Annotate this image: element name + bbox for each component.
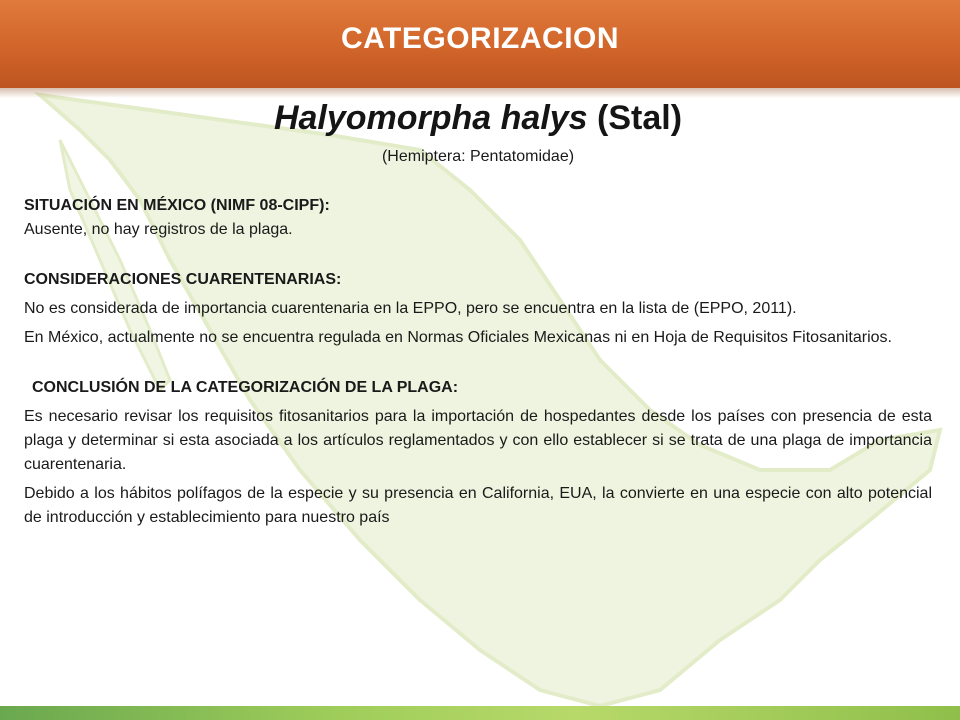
quarantine-paragraph-2: En México, actualmente no se encuentra regulada en Normas Oficiales Mexicanas ni en Hoja de Requisitos Fitosanitarios.	[24, 329, 892, 346]
species-title	[24, 96, 932, 140]
situation-text: Ausente, no hay registros de la plaga.	[24, 221, 293, 238]
conclusion-heading: CONCLUSIÓN DE LA CATEGORIZACIÓN DE LA PLAGA:	[32, 379, 459, 396]
quarantine-heading: CONSIDERACIONES CUARENTENARIAS:	[24, 271, 342, 288]
conclusion-paragraph-2: Debido a los hábitos polífagos de la especie y su presencia en California, EUA, la convierte en una especie con alto potencial de introducción y establecimiento para nuestro país	[24, 485, 932, 526]
situation-heading: SITUACIÓN EN MÉXICO (NIMF 08-CIPF):	[24, 197, 330, 214]
slide-content	[24, 96, 932, 530]
spacer	[24, 350, 932, 376]
scientific-name: Halyomorpha halys	[273, 99, 588, 137]
header-bar	[0, 0, 960, 88]
spacer	[24, 168, 932, 194]
conclusion-paragraph-1: Es necesario revisar los requisitos fitosanitarios para la importación de hospedantes desde los países con presencia de esta plaga y determinar si esta asociada a los artículos reglamentados y con ello establecer si se trata de una plaga de importancia cuarentenaria.	[24, 408, 932, 473]
spacer	[24, 242, 932, 268]
footer-stripe	[0, 706, 960, 720]
species-classification: (Hemiptera: Pentatomidae)	[381, 148, 575, 165]
quarantine-paragraph-1: No es considerada de importancia cuarentenaria en la EPPO, pero se encuentra en la lista de (EPPO, 2011).	[24, 300, 797, 317]
species-authority: (Stal)	[597, 99, 683, 137]
header-title: CATEGORIZACION	[340, 22, 620, 55]
